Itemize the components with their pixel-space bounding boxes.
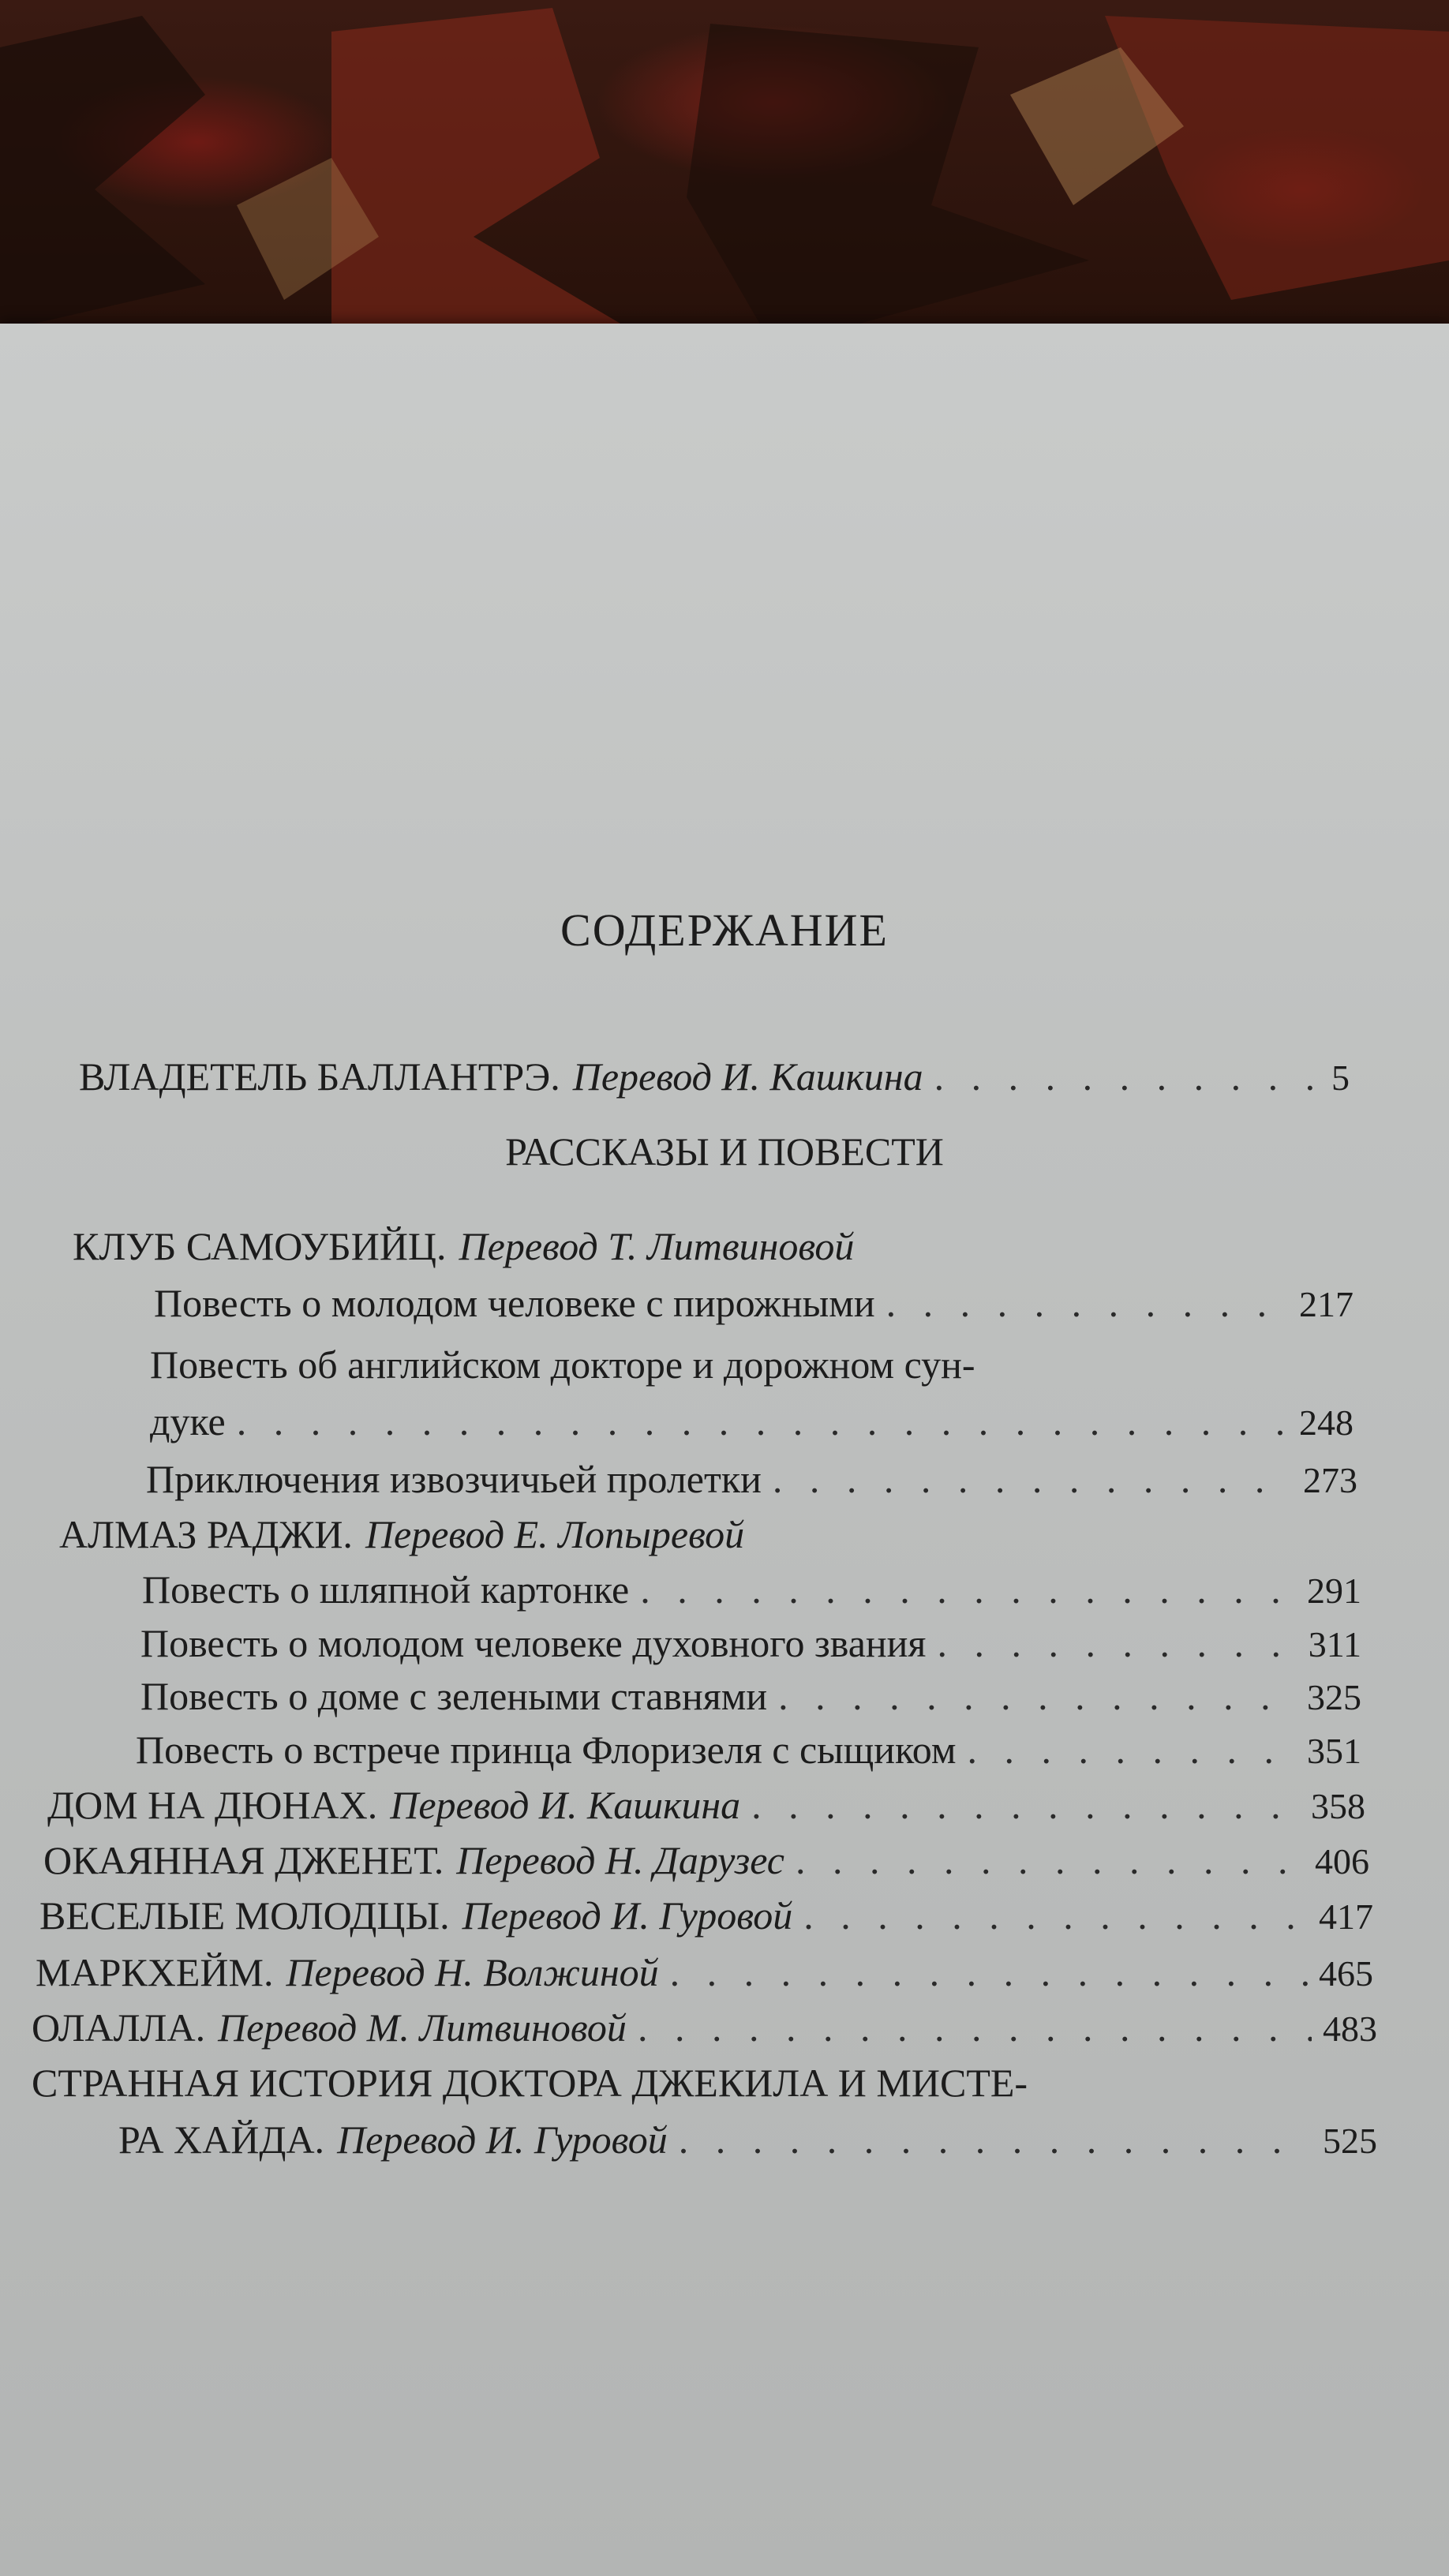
story-title: Повесть о встрече принца Флоризеля с сыщиком [136, 1728, 957, 1772]
entry-title: ОКАЯННАЯ ДЖЕНЕТ. [43, 1838, 444, 1882]
carpet-background [0, 0, 1449, 371]
entry-translator: Перевод Н. Дарузес [456, 1838, 784, 1882]
entry-translator: Перевод Н. Волжиной [286, 1950, 659, 1994]
carpet-pattern [0, 0, 1449, 371]
story-page: 273 [1303, 1460, 1357, 1500]
toc-entry-jekyll-line1: СТРАННАЯ ИСТОРИЯ ДОКТОРА ДЖЕКИЛА И МИСТЕ- [32, 2061, 1028, 2105]
toc-group-rajah-diamond [59, 1511, 744, 1557]
toc-story [150, 1398, 1354, 1444]
story-title: Повесть о шляпной картонке [142, 1567, 630, 1612]
dot-leader [796, 1837, 1304, 1883]
toc-story-line1: Повесть об английском докторе и дорожном сун- [150, 1342, 975, 1387]
story-page: 291 [1307, 1571, 1361, 1611]
entry-page: 358 [1311, 1786, 1365, 1826]
toc-story [136, 1727, 1361, 1773]
dot-leader [886, 1280, 1288, 1326]
dot-leader [640, 1567, 1296, 1612]
story-page: 217 [1299, 1284, 1354, 1324]
dot-leader [934, 1054, 1320, 1099]
toc-story [146, 1456, 1357, 1502]
story-title: Повесть о доме с зелеными ставнями [140, 1674, 768, 1718]
story-page: 325 [1307, 1677, 1361, 1717]
toc-entry-jekyll [118, 2117, 1377, 2162]
dot-leader [670, 1949, 1308, 1995]
entry-translator: Перевод И. Кашкина [572, 1054, 923, 1099]
toc-story [140, 1620, 1361, 1666]
story-page: 311 [1308, 1624, 1361, 1664]
entry-title: ВЕСЕЛЫЕ МОЛОДЦЫ. [39, 1893, 450, 1938]
book-page [0, 324, 1449, 2576]
entry-title: ВЛАДЕТЕЛЬ БАЛЛАНТРЭ. [79, 1054, 560, 1099]
entry-title: ОЛАЛЛА. [32, 2005, 206, 2050]
entry-page: 406 [1315, 1841, 1369, 1881]
toc-group-suicide-club [73, 1223, 854, 1269]
toc-entry [43, 1837, 1369, 1883]
dot-leader [237, 1398, 1288, 1444]
story-title: Приключения извозчичьей пролетки [146, 1457, 762, 1501]
story-title-line2: дуке [150, 1399, 226, 1443]
story-title: Повесть о молодом человеке с пирожными [154, 1281, 875, 1325]
entry-title-line2: РА ХАЙДА. [118, 2117, 325, 2162]
section-heading: РАССКАЗЫ И ПОВЕСТИ [505, 1129, 944, 1174]
entry-page: 417 [1319, 1896, 1373, 1937]
toc-entry [39, 1893, 1373, 1938]
entry-page: 5 [1331, 1058, 1350, 1098]
entry-translator: Перевод И. Гуровой [462, 1893, 793, 1938]
entry-page: 465 [1319, 1953, 1373, 1994]
toc-entry [47, 1782, 1365, 1828]
story-page: 351 [1307, 1731, 1361, 1771]
dot-leader [679, 2117, 1312, 2162]
entry-translator: Перевод М. Литвиновой [218, 2005, 627, 2050]
dot-leader [937, 1620, 1297, 1666]
toc-story [140, 1673, 1361, 1719]
group-translator: Перевод Т. Литвиновой [459, 1224, 855, 1268]
entry-title: ДОМ НА ДЮНАХ. [47, 1783, 378, 1827]
entry-translator: Перевод И. Кашкина [390, 1783, 741, 1827]
dot-leader [638, 2005, 1312, 2050]
toc-entry [32, 2005, 1377, 2050]
toc-story [154, 1280, 1354, 1326]
group-translator: Перевод Е. Лопыревой [365, 1512, 745, 1556]
entry-page: 483 [1323, 2009, 1377, 2049]
dot-leader [778, 1673, 1296, 1719]
entry-translator: Перевод И. Гуровой [337, 2117, 668, 2162]
dot-leader [803, 1893, 1308, 1938]
entry-title: МАРКХЕЙМ. [36, 1950, 274, 1994]
group-title: АЛМАЗ РАДЖИ. [59, 1512, 353, 1556]
group-title: КЛУБ САМОУБИЙЦ. [73, 1224, 447, 1268]
dot-leader [967, 1727, 1296, 1773]
toc-story [142, 1567, 1361, 1612]
toc-title: СОДЕРЖАНИЕ [560, 904, 889, 956]
dot-leader [751, 1782, 1300, 1828]
toc-entry-ballantrae [79, 1054, 1350, 1099]
toc-entry [36, 1949, 1373, 1995]
story-page: 248 [1299, 1402, 1354, 1443]
entry-page: 525 [1323, 2121, 1377, 2161]
dot-leader [773, 1456, 1292, 1502]
story-title: Повесть о молодом человеке духовного звания [140, 1621, 927, 1665]
